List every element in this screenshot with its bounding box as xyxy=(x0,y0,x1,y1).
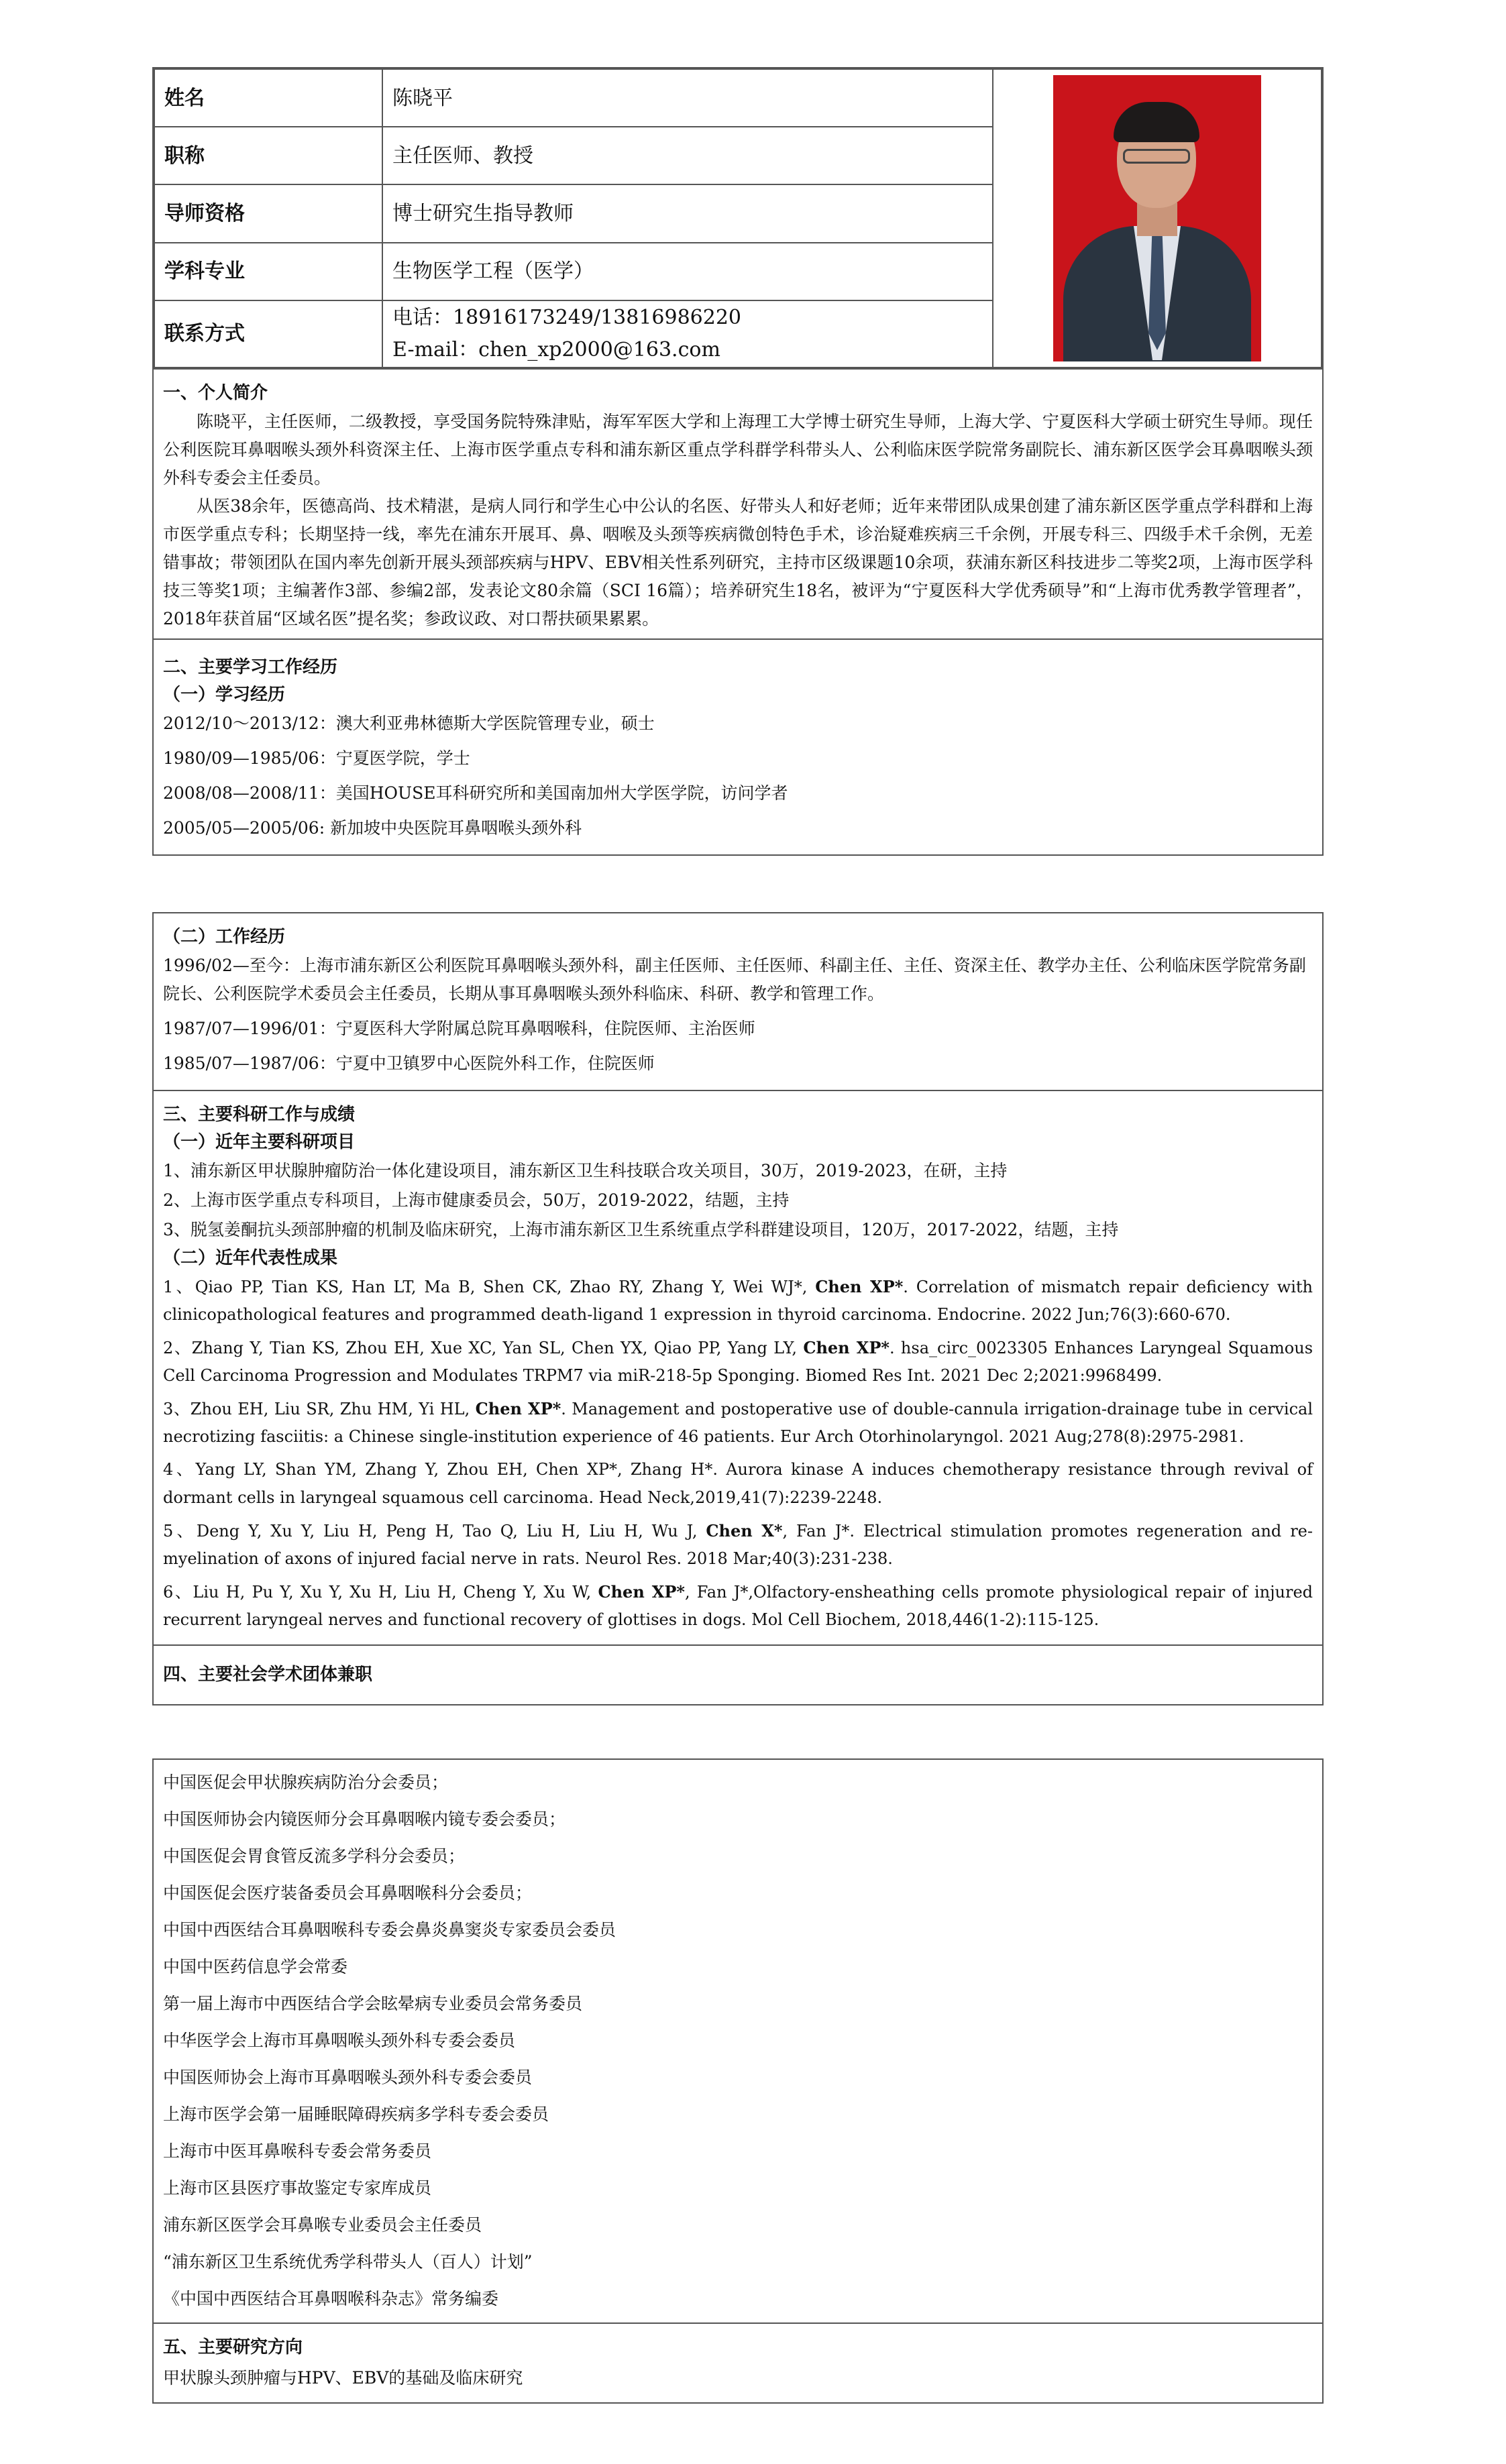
study-item: 1980/09—1985/06：宁夏医学院，学士 xyxy=(163,748,470,768)
value-name: 陈晓平 xyxy=(382,69,993,127)
profile-table xyxy=(154,68,1322,368)
label-supervisor: 导师资格 xyxy=(154,184,382,242)
work-item: 1985/07—1987/06：宁夏中卫镇罗中心医院外科工作，住院医师 xyxy=(163,1054,655,1073)
project-item: 1、浦东新区甲状腺肿瘤防治一体化建设项目，浦东新区卫生科技联合攻关项目，30万，2019-2023，在研，主持 xyxy=(163,1161,1008,1180)
value-title: 主任医师、教授 xyxy=(382,127,993,184)
research-heading: 三、主要科研工作与成绩 xyxy=(163,1105,356,1125)
society-item: 中国医师协会内镜医师分会耳鼻咽喉内镜专委会委员； xyxy=(163,1809,566,1829)
intro-paragraph-2: 从医38余年，医德高尚、技术精湛，是病人同行和学生心中公认的名医、好带头人和好老师；近年来带团队成果创建了浦东新区医学重点学科群和上海市医学重点专科；长期坚持一线，率先在浦东开展耳、鼻、咽喉及头颈等疾病微创特色手术，诊治疑难疾病三千余例，开展专科三、四级手术千余例，无差错事故；带领团队在国内率先创新开展头颈部疾病与HPV、EBV相关性系列研究，主持市区级课题10余项，获浦东新区科技进步二等奖2项，上海市医学科技三等奖1项；主编著作3部、参编2部，发表论文80余篇（SCI 16篇）；培养研究生18名，被评为“宁夏医科大学优秀硕导”和“上海市优秀教学管理者”，2018年获首届“区域名医”提名奖；参政议政、对口帮扶硕果累累。 xyxy=(163,496,1313,628)
society-item: 中华医学会上海市耳鼻咽喉头颈外科专委会委员 xyxy=(163,2031,516,2050)
profile-box xyxy=(152,67,1324,856)
experience-heading: 二、主要学习工作经历 xyxy=(163,657,338,677)
society-item: 中国中医药信息学会常委 xyxy=(163,1957,348,1976)
society-item: 上海市医学会第一届睡眠障碍疾病多学科专委会委员 xyxy=(163,2105,549,2124)
reference-item: 6、Liu H, Pu Y, Xu Y, Xu H, Liu H, Cheng Y, Xu W, Chen XP*, Fan J*,Olfactory-ensheathing cells promote physiological repair of injured recurrent laryngeal nerves and functional recovery of glottises in dogs. Mol Cell Biochem, 2018,446(1-2):115-125. xyxy=(163,1582,1313,1629)
work-item: 1987/07—1996/01：宁夏医科大学附属总院耳鼻咽喉科，住院医师、主治医师 xyxy=(163,1019,755,1038)
label-discipline: 学科专业 xyxy=(154,243,382,300)
work-research-box xyxy=(152,912,1324,1705)
direction-text: 甲状腺头颈肿瘤与HPV、EBV的基础及临床研究 xyxy=(163,2368,523,2388)
direction-heading: 五、主要研究方向 xyxy=(163,2337,303,2357)
society-item: 中国医促会胃食管反流多学科分会委员； xyxy=(163,1846,466,1866)
reference-item: 2、Zhang Y, Tian KS, Zhou EH, Xue XC, Yan SL, Chen YX, Qiao PP, Yang LY, Chen XP*. hsa_circ_0023305 Enhances Laryngeal Squamous Cell Carcinoma Progression and Modulates TRPM7 via miR-218-5p Sponging. Biomed Res Int. 2021 Dec 2;2021:9968499. xyxy=(163,1338,1313,1385)
contact-phone: 电话：18916173249/13816986220 xyxy=(392,305,742,329)
intro-paragraph-1: 陈晓平，主任医师，二级教授，享受国务院特殊津贴，海军军医大学和上海理工大学博士研究生导师，上海大学、宁夏医科大学硕士研究生导师。现任公利医院耳鼻咽喉头颈外科资深主任、上海市医学重点专科和浦东新区重点学科群学科带头人、公利临床医学院常务副院长、浦东新区医学会耳鼻咽喉头颈外科专委会主任委员。 xyxy=(163,412,1313,488)
label-title: 职称 xyxy=(154,127,382,184)
reference-item: 3、Zhou EH, Liu SR, Zhu HM, Yi HL, Chen XP*. Management and postoperative use of double-cannula irrigation-drainage tube in cervical necrotizing fasciitis: a Chinese single-institution experience of 46 patients. Eur Arch Otorhinolaryngol. 2021 Aug;278(8):2975-2981. xyxy=(163,1399,1313,1446)
society-item: 第一届上海市中西医结合学会眩晕病专业委员会常务委员 xyxy=(163,1994,583,2013)
research-section xyxy=(154,1090,1322,1644)
societies-box xyxy=(152,1758,1324,2404)
reference-item: 4、Yang LY, Shan YM, Zhang Y, Zhou EH, Chen XP*, Zhang H*. Aurora kinase A induces chemotherapy resistance through revival of dormant cells in laryngeal squamous cell carcinoma. Head Neck,2019,41(7):2239-2248. xyxy=(163,1460,1313,1507)
portrait-photo xyxy=(1053,75,1261,361)
society-item: 上海市中医耳鼻喉科专委会常务委员 xyxy=(163,2141,432,2161)
project-item: 2、上海市医学重点专科项目，上海市健康委员会，50万，2019-2022，结题，主持 xyxy=(163,1190,790,1210)
societies-list xyxy=(154,1760,1322,2322)
societies-heading: 四、主要社会学术团体兼职 xyxy=(163,1665,373,1685)
achievements-heading: （二）近年代表性成果 xyxy=(163,1248,338,1268)
study-item: 2005/05—2005/06: 新加坡中央医院耳鼻咽喉头颈外科 xyxy=(163,818,582,838)
work-heading: （二）工作经历 xyxy=(163,927,286,947)
societies-heading-section xyxy=(154,1644,1322,1704)
direction-section xyxy=(154,2322,1322,2402)
work-item: 1996/02—至今：上海市浦东新区公利医院耳鼻咽喉头颈外科，副主任医师、主任医师、科副主任、主任、资深主任、教学办主任、公利临床医学院常务副院长、公利医院学术委员会主任委员，长期从事耳鼻咽喉头颈外科临床、科研、教学和管理工作。 xyxy=(163,956,1306,1003)
intro-section xyxy=(154,368,1322,638)
photo-cell xyxy=(993,69,1322,368)
study-item: 2012/10～2013/12：澳大利亚弗林德斯大学医院管理专业，硕士 xyxy=(163,714,655,733)
project-item: 3、脱氢姜酮抗头颈部肿瘤的机制及临床研究，上海市浦东新区卫生系统重点学科群建设项目，120万，2017-2022，结题，主持 xyxy=(163,1220,1119,1239)
intro-heading: 一、个人简介 xyxy=(163,383,268,403)
society-item: “浦东新区卫生系统优秀学科带头人（百人）计划” xyxy=(163,2252,533,2272)
label-name: 姓名 xyxy=(154,69,382,127)
study-item: 2008/08—2008/11：美国HOUSE耳科研究所和美国南加州大学医学院，访问学者 xyxy=(163,783,788,803)
contact-email[interactable]: E-mail：chen_xp2000@163.com xyxy=(392,337,720,361)
study-heading: （一）学习经历 xyxy=(163,685,286,705)
reference-item: 5、Deng Y, Xu Y, Liu H, Peng H, Tao Q, Liu H, Liu H, Wu J, Chen X*, Fan J*. Electrical stimulation promotes regeneration and re-myelination of axons of injured facial nerve in rats. Neurol Res. 2018 Mar;40(3):231-238. xyxy=(163,1521,1313,1568)
experience-section xyxy=(154,638,1322,854)
society-item: 浦东新区医学会耳鼻喉专业委员会主任委员 xyxy=(163,2215,482,2235)
society-item: 中国医促会甲状腺疾病防治分会委员； xyxy=(163,1773,449,1792)
society-item: 中国中西医结合耳鼻咽喉科专委会鼻炎鼻窦炎专家委员会委员 xyxy=(163,1920,616,1940)
society-item: 中国医师协会上海市耳鼻咽喉头颈外科专委会委员 xyxy=(163,2068,533,2087)
reference-item: 1、Qiao PP, Tian KS, Han LT, Ma B, Shen CK, Zhao RY, Zhang Y, Wei WJ*, Chen XP*. Correlation of mismatch repair deficiency with clinicopathological features and programmed death-ligand 1 expression in thyroid carcinoma. Endocrine. 2022 Jun;76(3):660-670. xyxy=(163,1277,1313,1324)
value-contact xyxy=(382,300,993,368)
label-contact: 联系方式 xyxy=(154,300,382,368)
value-discipline: 生物医学工程（医学） xyxy=(382,243,993,300)
work-section xyxy=(154,913,1322,1090)
projects-heading: （一）近年主要科研项目 xyxy=(163,1132,356,1152)
society-item: 上海市区县医疗事故鉴定专家库成员 xyxy=(163,2178,432,2198)
society-item: 中国医促会医疗装备委员会耳鼻咽喉科分会委员； xyxy=(163,1883,533,1903)
society-item: 《中国中西医结合耳鼻咽喉科杂志》常务编委 xyxy=(163,2289,499,2308)
value-supervisor: 博士研究生指导教师 xyxy=(382,184,993,242)
